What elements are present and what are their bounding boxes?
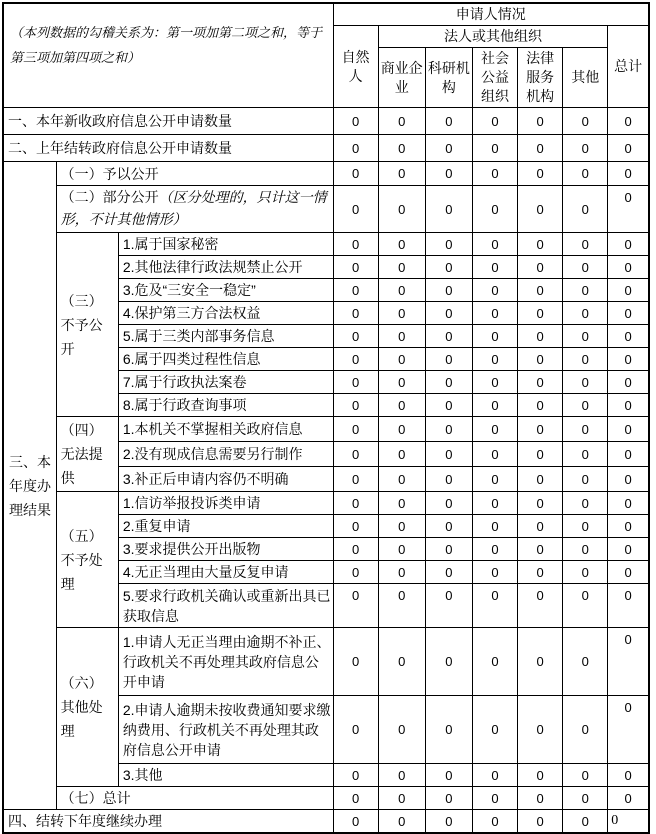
value-cell: 0 xyxy=(518,764,563,787)
row-label: 二、上年结转政府信息公开申请数量 xyxy=(3,135,333,162)
row-g5-item xyxy=(3,492,649,515)
value-cell: 0 xyxy=(472,233,517,256)
row-label: 3.危及“三安全一稳定” xyxy=(118,279,333,302)
value-cell: 0 xyxy=(472,135,517,162)
value-cell: 0 xyxy=(378,371,425,394)
value-cell: 0 xyxy=(563,696,608,764)
value-cell: 0 xyxy=(425,467,472,492)
value-cell: 0 xyxy=(472,696,517,764)
value-cell: 0 xyxy=(425,325,472,348)
value-cell: 0 xyxy=(425,394,472,417)
value-cell: 0 xyxy=(563,371,608,394)
row-label: 6.属于四类过程性信息 xyxy=(118,348,333,371)
row-g3-item xyxy=(3,233,649,256)
row-g2-partially-public xyxy=(3,186,649,233)
value-cell: 0 xyxy=(333,628,378,696)
header-business: 商业企业 xyxy=(378,48,425,108)
value-cell: 0 xyxy=(472,492,517,515)
row-label-main: （二）部分公开 xyxy=(60,189,159,205)
header-legal-org-group: 法人或其他组织 xyxy=(378,26,608,48)
value-cell: 0 xyxy=(608,135,649,162)
value-cell: 0 xyxy=(472,279,517,302)
value-cell: 0 xyxy=(518,325,563,348)
value-cell: 0 xyxy=(563,515,608,538)
value-cell: 0 xyxy=(378,584,425,628)
value-cell: 0 xyxy=(425,561,472,584)
value-cell: 0 xyxy=(378,233,425,256)
row-label: （一）予以公开 xyxy=(56,162,333,186)
value-cell: 0 xyxy=(378,256,425,279)
value-cell: 0 xyxy=(518,348,563,371)
value-cell: 0 xyxy=(518,492,563,515)
value-cell: 0 xyxy=(608,810,649,834)
value-cell: 0 xyxy=(608,696,649,764)
row-label: 2.重复申请 xyxy=(118,515,333,538)
header-row-1 xyxy=(3,3,649,26)
value-cell: 0 xyxy=(518,628,563,696)
value-cell: 0 xyxy=(563,394,608,417)
value-cell: 0 xyxy=(378,787,425,810)
value-cell: 0 xyxy=(333,810,378,834)
row-label: 4.无正当理由大量反复申请 xyxy=(118,561,333,584)
value-cell: 0 xyxy=(518,417,563,442)
reconciliation-note: （本列数据的勾稽关系为：第一项加第二项之和，等于第三项加第四项之和） xyxy=(3,3,333,108)
value-cell: 0 xyxy=(472,394,517,417)
value-cell: 0 xyxy=(378,162,425,186)
value-cell: 0 xyxy=(518,696,563,764)
value-cell: 0 xyxy=(472,628,517,696)
value-cell: 0 xyxy=(608,442,649,467)
value-cell: 0 xyxy=(425,787,472,810)
value-cell: 0 xyxy=(333,279,378,302)
value-cell: 0 xyxy=(333,108,378,135)
value-cell: 0 xyxy=(472,538,517,561)
value-cell: 0 xyxy=(563,584,608,628)
value-cell: 0 xyxy=(333,325,378,348)
group-label-unable-to-provide: （四）无法提供 xyxy=(56,417,118,492)
value-cell: 0 xyxy=(378,442,425,467)
header-total: 总计 xyxy=(608,26,649,108)
value-cell: 0 xyxy=(425,628,472,696)
value-cell: 0 xyxy=(333,186,378,233)
value-cell: 0 xyxy=(378,325,425,348)
value-cell: 0 xyxy=(608,515,649,538)
row-new-requests xyxy=(3,108,649,135)
row-g7-total xyxy=(3,787,649,810)
value-cell: 0 xyxy=(563,135,608,162)
value-cell: 0 xyxy=(518,135,563,162)
value-cell: 0 xyxy=(518,394,563,417)
value-cell: 0 xyxy=(378,417,425,442)
value-cell: 0 xyxy=(518,162,563,186)
value-cell: 0 xyxy=(608,302,649,325)
value-cell: 0 xyxy=(378,394,425,417)
value-cell: 0 xyxy=(425,515,472,538)
value-cell: 0 xyxy=(425,764,472,787)
row-label: 3.补正后申请内容仍不明确 xyxy=(118,467,333,492)
value-cell: 0 xyxy=(333,538,378,561)
value-cell: 0 xyxy=(563,162,608,186)
value-cell: 0 xyxy=(425,417,472,442)
value-cell: 0 xyxy=(518,787,563,810)
row-label: 4.保护第三方合法权益 xyxy=(118,302,333,325)
value-cell: 0 xyxy=(378,810,425,834)
value-cell: 0 xyxy=(333,371,378,394)
value-cell: 0 xyxy=(563,561,608,584)
value-cell: 0 xyxy=(563,108,608,135)
row-label: 7.属于行政执法案卷 xyxy=(118,371,333,394)
value-cell: 0 xyxy=(333,492,378,515)
row-label: 1.信访举报投诉类申请 xyxy=(118,492,333,515)
value-cell: 0 xyxy=(608,162,649,186)
row-label: 2.没有现成信息需要另行制作 xyxy=(118,442,333,467)
value-cell: 0 xyxy=(563,787,608,810)
value-cell: 0 xyxy=(608,279,649,302)
value-cell: 0 xyxy=(472,810,517,834)
value-cell: 0 xyxy=(333,696,378,764)
value-cell: 0 xyxy=(608,256,649,279)
value-cell: 0 xyxy=(333,256,378,279)
value-cell: 0 xyxy=(425,371,472,394)
value-cell: 0 xyxy=(333,394,378,417)
value-cell: 0 xyxy=(518,467,563,492)
value-cell: 0 xyxy=(333,467,378,492)
value-cell: 0 xyxy=(425,538,472,561)
value-cell: 0 xyxy=(563,442,608,467)
value-cell: 0 xyxy=(518,233,563,256)
value-cell: 0 xyxy=(333,135,378,162)
value-cell: 0 xyxy=(608,467,649,492)
value-cell: 0 xyxy=(608,417,649,442)
value-cell: 0 xyxy=(425,302,472,325)
value-cell: 0 xyxy=(608,233,649,256)
value-cell: 0 xyxy=(378,302,425,325)
row-label: 一、本年新收政府信息公开申请数量 xyxy=(3,108,333,135)
value-cell: 0 xyxy=(333,302,378,325)
value-cell: 0 xyxy=(472,561,517,584)
value-cell: 0 xyxy=(333,764,378,787)
row-label: 1.本机关不掌握相关政府信息 xyxy=(118,417,333,442)
value-cell: 0 xyxy=(608,764,649,787)
value-cell: 0 xyxy=(425,233,472,256)
value-cell: 0 xyxy=(518,371,563,394)
value-cell: 0 xyxy=(425,348,472,371)
value-cell: 0 xyxy=(608,538,649,561)
row-label: 8.属于行政查询事项 xyxy=(118,394,333,417)
value-cell: 0 xyxy=(425,279,472,302)
group-label-not-public: （三）不予公开 xyxy=(56,233,118,417)
value-cell: 0 xyxy=(472,371,517,394)
value-cell: 0 xyxy=(425,696,472,764)
row-label: 四、结转下年度继续办理 xyxy=(3,810,333,834)
value-cell: 0 xyxy=(472,442,517,467)
value-cell: 0 xyxy=(378,348,425,371)
value-cell: 0 xyxy=(563,417,608,442)
value-cell: 0 xyxy=(378,108,425,135)
value-cell: 0 xyxy=(378,135,425,162)
value-cell: 0 xyxy=(563,467,608,492)
value-cell: 0 xyxy=(563,628,608,696)
row-label: 3.其他 xyxy=(118,764,333,787)
row-label: 2.其他法律行政法规禁止公开 xyxy=(118,256,333,279)
value-cell: 0 xyxy=(518,108,563,135)
value-cell: 0 xyxy=(563,538,608,561)
value-cell: 0 xyxy=(378,186,425,233)
row-label: 1.申请人无正当理由逾期不补正、行政机关不再处理其政府信息公开申请 xyxy=(118,628,333,696)
value-cell: 0 xyxy=(472,325,517,348)
value-cell: 0 xyxy=(333,561,378,584)
section3-label: 三、本年度办理结果 xyxy=(3,162,56,810)
header-legal-service: 法律服务机构 xyxy=(518,48,563,108)
value-cell: 0 xyxy=(472,515,517,538)
row-label: 5.属于三类内部事务信息 xyxy=(118,325,333,348)
value-cell: 0 xyxy=(378,764,425,787)
row-label: 1.属于国家秘密 xyxy=(118,233,333,256)
value-cell: 0 xyxy=(333,417,378,442)
value-cell: 0 xyxy=(378,492,425,515)
value-cell: 0 xyxy=(472,186,517,233)
value-cell: 0 xyxy=(608,371,649,394)
value-cell: 0 xyxy=(472,256,517,279)
value-cell: 0 xyxy=(518,256,563,279)
value-cell: 0 xyxy=(518,515,563,538)
value-cell: 0 xyxy=(333,515,378,538)
value-cell: 0 xyxy=(378,515,425,538)
value-cell: 0 xyxy=(333,787,378,810)
value-cell: 0 xyxy=(608,787,649,810)
value-cell: 0 xyxy=(563,279,608,302)
value-cell: 0 xyxy=(472,787,517,810)
row-label: （七）总计 xyxy=(56,787,333,810)
value-cell: 0 xyxy=(518,186,563,233)
value-cell: 0 xyxy=(563,764,608,787)
value-cell: 0 xyxy=(472,417,517,442)
value-cell: 0 xyxy=(608,561,649,584)
value-cell: 0 xyxy=(563,302,608,325)
value-cell: 0 xyxy=(518,810,563,834)
value-cell: 0 xyxy=(518,302,563,325)
value-cell: 0 xyxy=(563,256,608,279)
row-next-year xyxy=(3,810,649,834)
row-g1-made-public xyxy=(3,162,649,186)
value-cell: 0 xyxy=(425,186,472,233)
value-cell: 0 xyxy=(608,628,649,696)
row-label: 5.要求行政机关确认或重新出具已获取信息 xyxy=(118,584,333,628)
row-label-note: （区分处理的，只计这一情形，不计其他情形） xyxy=(60,191,327,228)
value-cell: 0 xyxy=(608,584,649,628)
value-cell: 0 xyxy=(518,561,563,584)
group-label-other-processing: （六）其他处理 xyxy=(56,628,118,787)
value-cell: 0 xyxy=(472,764,517,787)
value-cell: 0 xyxy=(425,492,472,515)
value-cell: 0 xyxy=(378,467,425,492)
row-label: 3.要求提供公开出版物 xyxy=(118,538,333,561)
value-cell: 0 xyxy=(608,325,649,348)
row-carried-over xyxy=(3,135,649,162)
group-label-not-processed: （五）不予处理 xyxy=(56,492,118,628)
value-cell: 0 xyxy=(608,492,649,515)
value-cell: 0 xyxy=(333,233,378,256)
row-g6-item xyxy=(3,628,649,696)
value-cell: 0 xyxy=(563,186,608,233)
header-natural-person: 自然人 xyxy=(333,26,378,108)
value-cell: 0 xyxy=(333,348,378,371)
value-cell: 0 xyxy=(518,538,563,561)
value-cell: 0 xyxy=(425,442,472,467)
value-cell: 0 xyxy=(563,810,608,834)
value-cell: 0 xyxy=(378,696,425,764)
value-cell: 0 xyxy=(563,492,608,515)
value-cell: 0 xyxy=(378,628,425,696)
value-cell: 0 xyxy=(425,584,472,628)
value-cell: 0 xyxy=(472,162,517,186)
value-cell: 0 xyxy=(333,162,378,186)
value-cell: 0 xyxy=(563,233,608,256)
value-cell: 0 xyxy=(472,348,517,371)
value-cell: 0 xyxy=(378,538,425,561)
value-cell: 0 xyxy=(518,279,563,302)
value-cell: 0 xyxy=(378,561,425,584)
header-other: 其他 xyxy=(563,48,608,108)
value-cell: 0 xyxy=(425,108,472,135)
value-cell: 0 xyxy=(472,467,517,492)
value-cell: 0 xyxy=(518,442,563,467)
value-cell: 0 xyxy=(472,584,517,628)
disclosure-requests-table xyxy=(2,2,650,834)
value-cell: 0 xyxy=(425,256,472,279)
header-social-org: 社会公益组织 xyxy=(472,48,517,108)
value-cell: 0 xyxy=(333,584,378,628)
value-cell: 0 xyxy=(472,302,517,325)
value-cell: 0 xyxy=(608,394,649,417)
value-cell: 0 xyxy=(608,108,649,135)
value-cell: 0 xyxy=(608,348,649,371)
value-cell: 0 xyxy=(378,279,425,302)
value-cell: 0 xyxy=(518,584,563,628)
value-cell: 0 xyxy=(425,135,472,162)
header-research: 科研机构 xyxy=(425,48,472,108)
value-cell: 0 xyxy=(563,348,608,371)
row-g4-item xyxy=(3,417,649,442)
value-cell: 0 xyxy=(472,108,517,135)
row-label: 2.申请人逾期未按收费通知要求缴纳费用、行政机关不再处理其政府信息公开申请 xyxy=(118,696,333,764)
value-cell: 0 xyxy=(333,442,378,467)
value-cell: 0 xyxy=(425,810,472,834)
value-cell: 0 xyxy=(608,186,649,233)
row-label xyxy=(56,186,333,233)
value-cell: 0 xyxy=(425,162,472,186)
value-cell: 0 xyxy=(563,325,608,348)
header-applicant-situation: 申请人情况 xyxy=(333,3,649,26)
